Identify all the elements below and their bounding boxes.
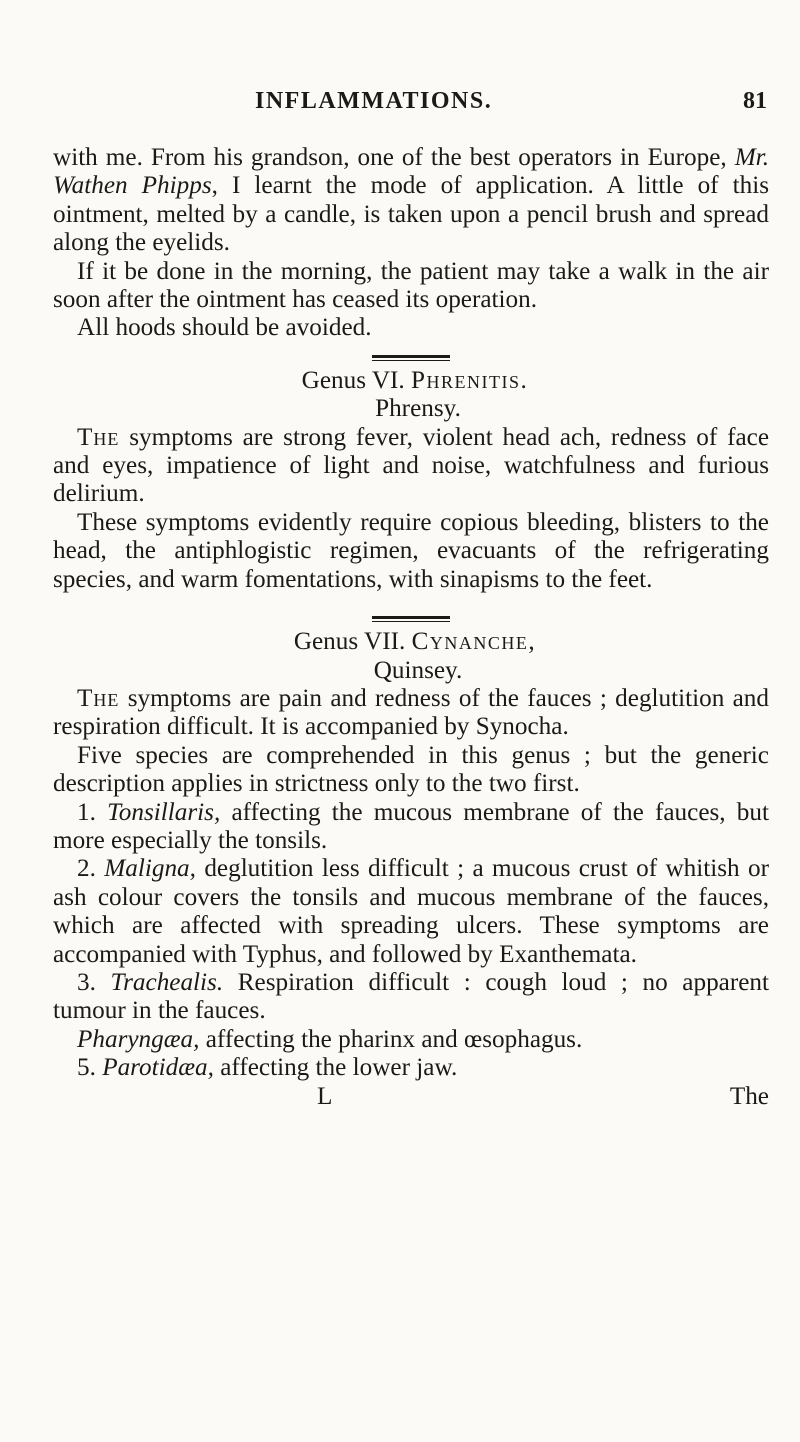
intro-paragraph-3: All hoods should be avoided. — [77, 314, 372, 342]
paragraph-text: symptoms are strong fever, violent head ach, redness of face and eyes, impatience of light and noise, watchfulness and furious delirium. — [53, 423, 769, 508]
species-number: 5. — [77, 1054, 96, 1082]
species-item — [53, 799, 769, 856]
lead-word: The — [77, 684, 120, 712]
page-body — [53, 144, 769, 1111]
catchword: The — [729, 1082, 769, 1110]
species-text: affecting the pharinx and œsophagus. — [199, 1025, 583, 1053]
species-number: 2. — [77, 855, 96, 883]
intro-paragraph-1 — [53, 144, 769, 258]
genus-7-paragraph-1 — [53, 685, 769, 742]
species-text: affecting the lower jaw. — [213, 1054, 458, 1082]
species-item — [53, 1026, 769, 1054]
genus-label: Genus VII. — [293, 628, 406, 656]
page-header — [40, 88, 767, 122]
species-item — [53, 1054, 769, 1082]
species-name: Trachealis. — [110, 968, 224, 996]
species-text: Respiration difficult : cough loud ; no apparent tumour in the fauces. — [53, 968, 769, 1025]
signature-mark: L — [317, 1082, 333, 1110]
genus-6-common-name: Phrensy. — [375, 395, 461, 423]
genus-6-paragraph-1 — [53, 424, 769, 509]
species-text: deglutition less difficult ; a mucous crust of whitish or ash colour covers the tonsils and mucous membrane of the fauces, which are affected with spreading ulcers. These symptoms are accompanied with Typhus, and followed by Exanthemata. — [53, 855, 769, 968]
intro-paragraph-2: If it be done in the morning, the patient may take a walk in the air soon after the ointment has ceased its operation. — [53, 257, 769, 314]
species-name: Maligna, — [104, 855, 196, 883]
person-name: Mr. Wathen Phipps — [53, 144, 769, 200]
intro-text: with me. From his grandson, one of the best operators in Europe, — [53, 144, 735, 171]
genus-label: Genus VI. — [301, 366, 405, 394]
species-number: 3. — [77, 968, 96, 996]
species-name: Tonsillaris, — [107, 798, 221, 826]
genus-7-common-name: Quinsey. — [373, 656, 463, 684]
genus-7-heading — [53, 628, 769, 656]
section-divider — [372, 616, 450, 619]
species-item — [53, 855, 769, 969]
intro-text-rest: , I learnt the mode of application. A little of this ointment, melted by a candle, is taken upon a pencil brush and spread along the eyelids. — [53, 172, 769, 257]
species-number: 1. — [77, 798, 96, 826]
genus-name: Cynanche, — [411, 628, 537, 656]
species-text: affecting the mucous membrane of the fauces, but more especially the tonsils. — [53, 798, 769, 854]
paragraph-text: symptoms are pain and redness of the fauces ; deglutition and respiration difficult. It is accompanied by Synocha. — [53, 684, 769, 741]
genus-7-paragraph-2: Five species are comprehended in this genus ; but the generic description applies in strictness only to the two first. — [53, 741, 769, 798]
genus-6-heading — [53, 367, 769, 395]
species-name: Parotidæa, — [102, 1054, 214, 1082]
running-title: INFLAMMATIONS. — [255, 88, 493, 114]
genus-name: Phrenitis. — [411, 366, 529, 394]
page-number: 81 — [743, 88, 767, 114]
section-divider — [372, 355, 450, 358]
species-name: Pharyngæa, — [77, 1025, 200, 1053]
page-footer — [53, 1083, 769, 1111]
genus-6-paragraph-2: These symptoms evidently require copious bleeding, blisters to the head, the antiphlogistic regimen, evacuants of the refrigerating species, and warm fomentations, with sinapisms to the feet. — [53, 508, 769, 593]
species-item — [53, 969, 769, 1026]
lead-word: The — [77, 423, 120, 451]
